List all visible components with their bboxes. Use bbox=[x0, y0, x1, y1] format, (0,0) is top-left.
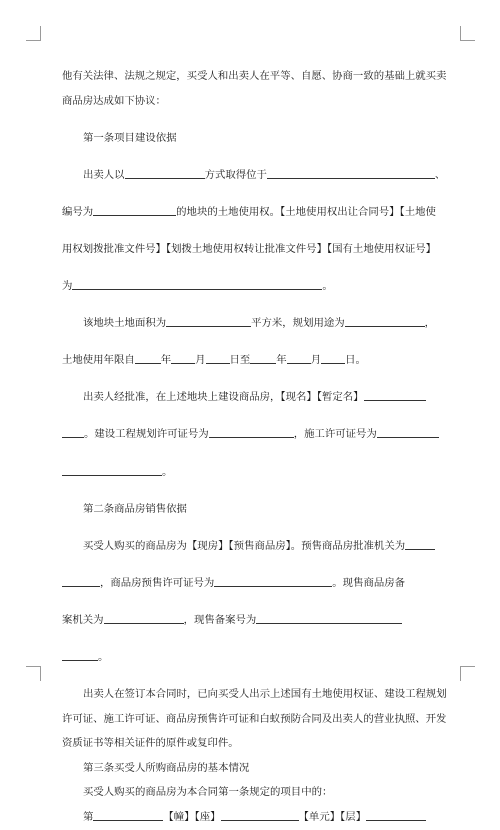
text-run: 。现售商品房备 bbox=[332, 576, 406, 589]
text-run: 方式取得位于 bbox=[204, 168, 267, 181]
fill-blank[interactable] bbox=[62, 464, 162, 476]
text-line bbox=[62, 348, 440, 373]
text-line bbox=[62, 534, 440, 559]
text-run: ， bbox=[424, 317, 436, 330]
fill-blank[interactable] bbox=[209, 426, 294, 438]
fill-blank[interactable] bbox=[287, 352, 311, 364]
corner-mark-bottom-left bbox=[26, 666, 41, 681]
fill-blank[interactable] bbox=[345, 315, 425, 327]
fill-blank[interactable] bbox=[214, 575, 332, 587]
text-line bbox=[62, 385, 440, 410]
fill-blank[interactable] bbox=[62, 426, 84, 438]
text-run: 、 bbox=[434, 168, 446, 181]
text-run: 出卖人经批准，在上述地块上建设商品房，【现名】【暂定名】 bbox=[83, 391, 364, 404]
fill-blank[interactable] bbox=[366, 809, 426, 821]
text-run: 。 bbox=[98, 651, 109, 663]
text-run: 年 bbox=[160, 354, 172, 367]
text-run: 第 bbox=[83, 811, 94, 824]
fill-blank[interactable] bbox=[93, 204, 176, 216]
text-run: 平方米，规划用途为 bbox=[251, 317, 345, 330]
text-run: ，商品房预售许可证号为 bbox=[100, 576, 215, 589]
text-run: 年 bbox=[276, 354, 287, 367]
text-line bbox=[62, 237, 440, 262]
text-run: 编号为 bbox=[62, 205, 94, 218]
text-line bbox=[62, 422, 440, 447]
text-run: 。 bbox=[162, 465, 173, 478]
text-line bbox=[62, 571, 440, 596]
text-run: ，施工许可证号为 bbox=[293, 428, 377, 441]
heading-text: 第一条项目建设依据 bbox=[83, 131, 177, 144]
text-run: 该地块土地面积为 bbox=[83, 317, 167, 330]
text-run: 月 bbox=[310, 354, 322, 367]
text-run: 出卖人以 bbox=[83, 168, 125, 181]
text-run: 案机关为 bbox=[62, 613, 104, 626]
text-line bbox=[62, 731, 440, 756]
fill-blank[interactable] bbox=[364, 389, 426, 401]
article-2-title bbox=[62, 497, 440, 522]
text-line bbox=[62, 805, 440, 830]
text-run: 月 bbox=[195, 354, 206, 367]
text-run: 买受人购买的商品房为本合同第一条规定的项目中的： bbox=[83, 786, 333, 799]
corner-mark-top-right bbox=[460, 26, 475, 41]
document-page bbox=[62, 64, 447, 830]
article-1-title bbox=[62, 126, 440, 151]
fill-blank[interactable] bbox=[104, 612, 184, 624]
text-run: 。 bbox=[322, 280, 333, 293]
text-line bbox=[62, 200, 440, 225]
text-line bbox=[62, 608, 440, 633]
text-line bbox=[62, 645, 440, 670]
fill-blank[interactable] bbox=[206, 352, 230, 364]
heading-text: 第三条买受人所购商品房的基本情况 bbox=[83, 761, 250, 774]
fill-blank[interactable] bbox=[405, 538, 435, 550]
text-run: 日。 bbox=[345, 354, 366, 367]
corner-mark-bottom-right bbox=[460, 666, 475, 681]
article-3-title bbox=[62, 756, 440, 781]
text-run: 的地块的土地使用权。【土地使用权出让合同号】【土地使 bbox=[176, 205, 436, 218]
text-run: 许可证、施工许可证、商品房预售许可证和白蚁预防合同及出卖人的营业执照、开发 bbox=[62, 712, 447, 725]
text-run: 商品房达成如下协议： bbox=[62, 94, 166, 107]
text-run: 用权划拨批准文件号】【划拨土地使用权转让批准文件号】【国有土地使用权证号】 bbox=[62, 242, 437, 255]
text-line bbox=[62, 163, 446, 188]
text-run: 资质证书等相关证件的原件或复印件。 bbox=[62, 737, 239, 750]
fill-blank[interactable] bbox=[250, 352, 276, 364]
text-line bbox=[62, 780, 440, 805]
fill-blank[interactable] bbox=[125, 167, 205, 179]
text-line bbox=[62, 311, 440, 336]
fill-blank[interactable] bbox=[321, 352, 345, 364]
text-line bbox=[62, 707, 447, 732]
fill-blank[interactable] bbox=[135, 352, 161, 364]
corner-mark-top-left bbox=[26, 26, 41, 41]
fill-blank[interactable] bbox=[166, 315, 251, 327]
fill-blank[interactable] bbox=[171, 352, 195, 364]
heading-text: 第二条商品房销售依据 bbox=[83, 502, 187, 515]
text-run: ，现售备案号为 bbox=[183, 613, 257, 626]
text-line bbox=[62, 274, 440, 299]
text-line bbox=[62, 682, 447, 707]
text-run: 【幢】【座】 bbox=[163, 811, 221, 824]
text-run: 他有关法律、法规之规定，买受人和出卖人在平等、自愿、协商一致的基础上就买卖 bbox=[62, 70, 447, 82]
text-run: 。建设工程规划许可证号为 bbox=[84, 428, 209, 441]
text-run: 出卖人在签订本合同时，已向买受人出示上述国有土地使用权证、建设工程规划 bbox=[83, 688, 447, 701]
fill-blank[interactable] bbox=[72, 278, 322, 290]
fill-blank[interactable] bbox=[221, 809, 299, 821]
fill-blank[interactable] bbox=[93, 809, 163, 821]
fill-blank[interactable] bbox=[267, 167, 435, 179]
text-run: 为 bbox=[62, 280, 73, 293]
text-run: 【单元】【层】 bbox=[298, 811, 367, 824]
text-line bbox=[62, 64, 447, 89]
text-run: 买受人购买的商品房为【现房】【预售商品房】。预售商品房批准机关为 bbox=[83, 539, 406, 552]
text-run: 土地使用年限自 bbox=[62, 354, 135, 367]
fill-blank[interactable] bbox=[377, 426, 439, 438]
fill-blank[interactable] bbox=[62, 649, 98, 661]
fill-blank[interactable] bbox=[256, 612, 402, 624]
text-line bbox=[62, 89, 440, 114]
text-run: 日至 bbox=[229, 354, 251, 367]
fill-blank[interactable] bbox=[62, 575, 100, 587]
text-line bbox=[62, 460, 440, 485]
